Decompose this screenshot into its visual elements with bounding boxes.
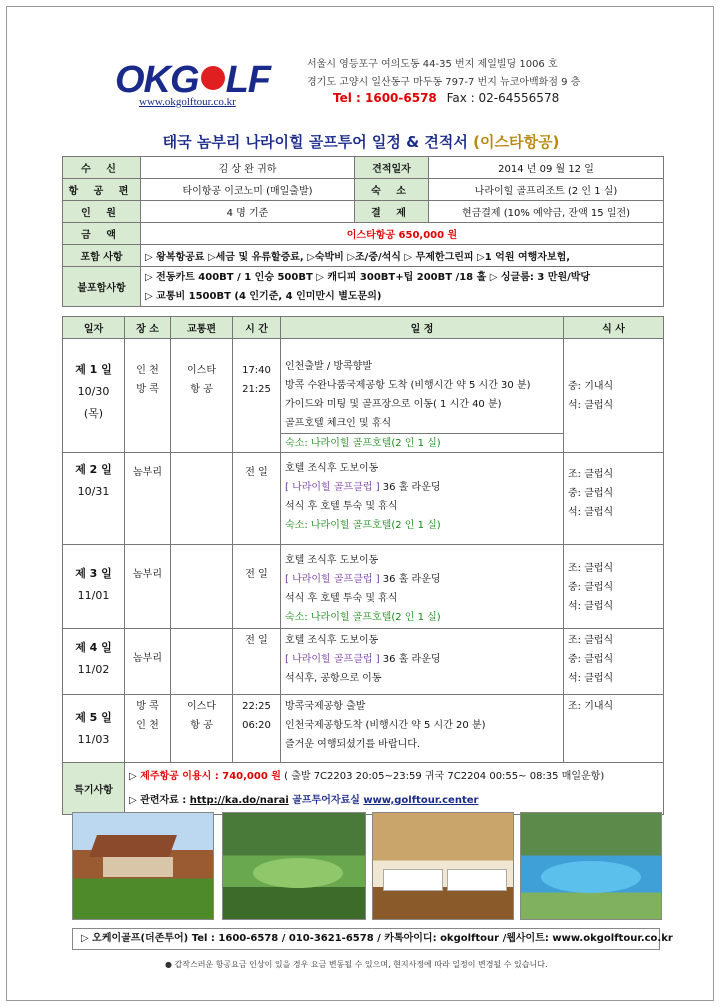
recipient-value: 김 상 완 귀하: [141, 157, 355, 179]
pool-photo: [520, 812, 662, 920]
golf-ball-icon: [201, 66, 225, 90]
payment-label: 결 제: [355, 201, 429, 223]
people-value: 4 명 기준: [141, 201, 355, 223]
schedule-row-day1: 제 1 일 10/30 (목) 인 천 방 콕 이스타 항 공 17:40 21:25 인천출발 / 방콕향발 방콕 수완나품국제공항 도착 (비행시간 약 5 시간 30 분) 가이드와 미팅 및 골프장으로 이동( 1 시간 40 분) 골프호텔 체크인 및 휴식 숙소: 나라이힐 골프호텔(2 인 1 실) 중: 기내식 석: 클럽식: [63, 339, 664, 453]
address-line-2: 경기도 고양시 일산동구 마두동 797-7 번지 뉴코아백화점 9 층: [307, 77, 581, 88]
okgolf-logo: OKG LF: [115, 59, 270, 101]
included-value: ▷ 왕복항공료 ▷세금 및 유류할증료, ▷숙박비 ▷조/중/석식 ▷ 무제한그린피 ▷1 억원 여행자보험,: [141, 245, 664, 267]
date-value: 2014 년 09 월 12 일: [429, 157, 664, 179]
resort-villa-photo: [72, 812, 214, 920]
date-label: 견적일자: [355, 157, 429, 179]
special-label: 특기사항: [63, 763, 125, 815]
hotel-label: 숙 소: [355, 179, 429, 201]
excluded-label: 불포함사항: [63, 267, 141, 307]
letterhead: [7, 7, 715, 119]
hotel-note: 숙소: 나라이힐 골프호텔(2 인 1 실): [281, 433, 563, 452]
golftour-link[interactable]: www,golftour.center: [363, 794, 479, 806]
contact-footer: ▷ 오케이골프(더존투어) Tel : 1600-6578 / 010-3621-6578 / 카톡아이디: okgolftour /웹사이트: www.okgolftour.co.kr: [72, 928, 660, 950]
col-itinerary: 일 정: [281, 317, 564, 339]
day-date: 10/30: [77, 385, 110, 398]
address-line-1: 서울시 영등포구 여의도동 44-35 번지 제일빌딩 1006 호: [307, 59, 558, 70]
ref-link[interactable]: http://ka.do/narai: [189, 794, 289, 806]
page-title: 태국 놈부리 나라이힐 골프투어 일정 & 견적서 (이스타항공): [162, 133, 560, 151]
jeju-price: 제주항공 이용시 : 740,000 원: [140, 770, 281, 782]
schedule-row-day2: 제 2 일 10/31 놈부리 전 일 호텔 조식후 도보이동 [ 나라이힐 골프클럽 ] 36 홀 라운딩 석식 후 호텔 투숙 및 휴식 숙소: 나라이힐 골프호텔(2 인 1 실) 조: 클럽식 중: 클럽식 석: 클럽식: [63, 453, 664, 545]
info-table: [62, 156, 664, 307]
contact-line: [333, 91, 559, 105]
price-label: 금 액: [63, 223, 141, 245]
special-row: 특기사항 ▷ 제주항공 이용시 : 740,000 원 ( 출발 7C2203 20:05~23:59 귀국 7C2204 00:55~ 08:35 매일운항) ▷ 관련자료 : http://ka.do/narai 골프투어자료실 www,golftour.center: [63, 763, 664, 815]
fax-number: Fax : 02-64556578: [446, 91, 560, 105]
website-link[interactable]: www.okgolftour.co.kr: [139, 96, 236, 108]
recipient-label: 수 신: [63, 157, 141, 179]
hotel-value: 나라이힐 골프리조트 (2 인 1 실): [429, 179, 664, 201]
schedule-row-day4: 제 4 일 11/02 놈부리 전 일 호텔 조식후 도보이동 [ 나라이힐 골프클럽 ] 36 홀 라운딩 석식후, 공항으로 이동 조: 클럽식 중: 클럽식 석: 클럽식: [63, 629, 664, 695]
day-label: 제 1 일: [75, 363, 112, 376]
hotel-room-photo: [372, 812, 514, 920]
col-transport: 교통편: [171, 317, 233, 339]
people-label: 인 원: [63, 201, 141, 223]
schedule-row-day5: 제 5 일 11/03 방 콕 인 천 이스다 항 공 22:25 06:20 방콕국제공항 출발 인천국제공항도착 (비행시간 약 5 시간 20 분) 즐거운 여행되셨기를 바랍니다. 조: 기내식: [63, 695, 664, 763]
tel-number: Tel : 1600-6578: [333, 91, 437, 105]
disclaimer-note: ● 갑작스러운 항공요금 인상이 있을 경우 요금 변동될 수 있으며, 현지사정에 따라 일정이 변경될 수 있습니다.: [165, 960, 548, 969]
flight-label: 항 공 편: [63, 179, 141, 201]
excluded-value: ▷ 전동카트 400BT / 1 인승 500BT ▷ 캐디피 300BT+팁 200BT /18 홀 ▷ 싱글룸: 3 만원/박당 ▷ 교통비 1500BT (4 인기준, 4 인미만시 별도문의): [141, 267, 664, 307]
price-value: 이스타항공 650,000 원: [141, 223, 664, 245]
col-place: 장 소: [125, 317, 171, 339]
payment-value: 현금결제 (10% 예약금, 잔액 15 일전): [429, 201, 664, 223]
schedule-table: [62, 316, 664, 815]
airline-label: (이스타항공): [473, 133, 560, 151]
col-day: 일자: [63, 317, 125, 339]
col-time: 시 간: [233, 317, 281, 339]
col-meals: 식 사: [564, 317, 664, 339]
flight-value: 타이항공 이코노미 (매일출발): [141, 179, 355, 201]
day-weekday: (목): [83, 407, 104, 420]
golf-course-photo: [222, 812, 366, 920]
included-label: 포함 사항: [63, 245, 141, 267]
photo-strip: [72, 812, 660, 920]
schedule-row-day3: 제 3 일 11/01 놈부리 전 일 호텔 조식후 도보이동 [ 나라이힐 골프클럽 ] 36 홀 라운딩 석식 후 호텔 투숙 및 휴식 숙소: 나라이힐 골프호텔(2 인 1 실) 조: 클럽식 중: 클럽식 석: 클럽식: [63, 545, 664, 629]
